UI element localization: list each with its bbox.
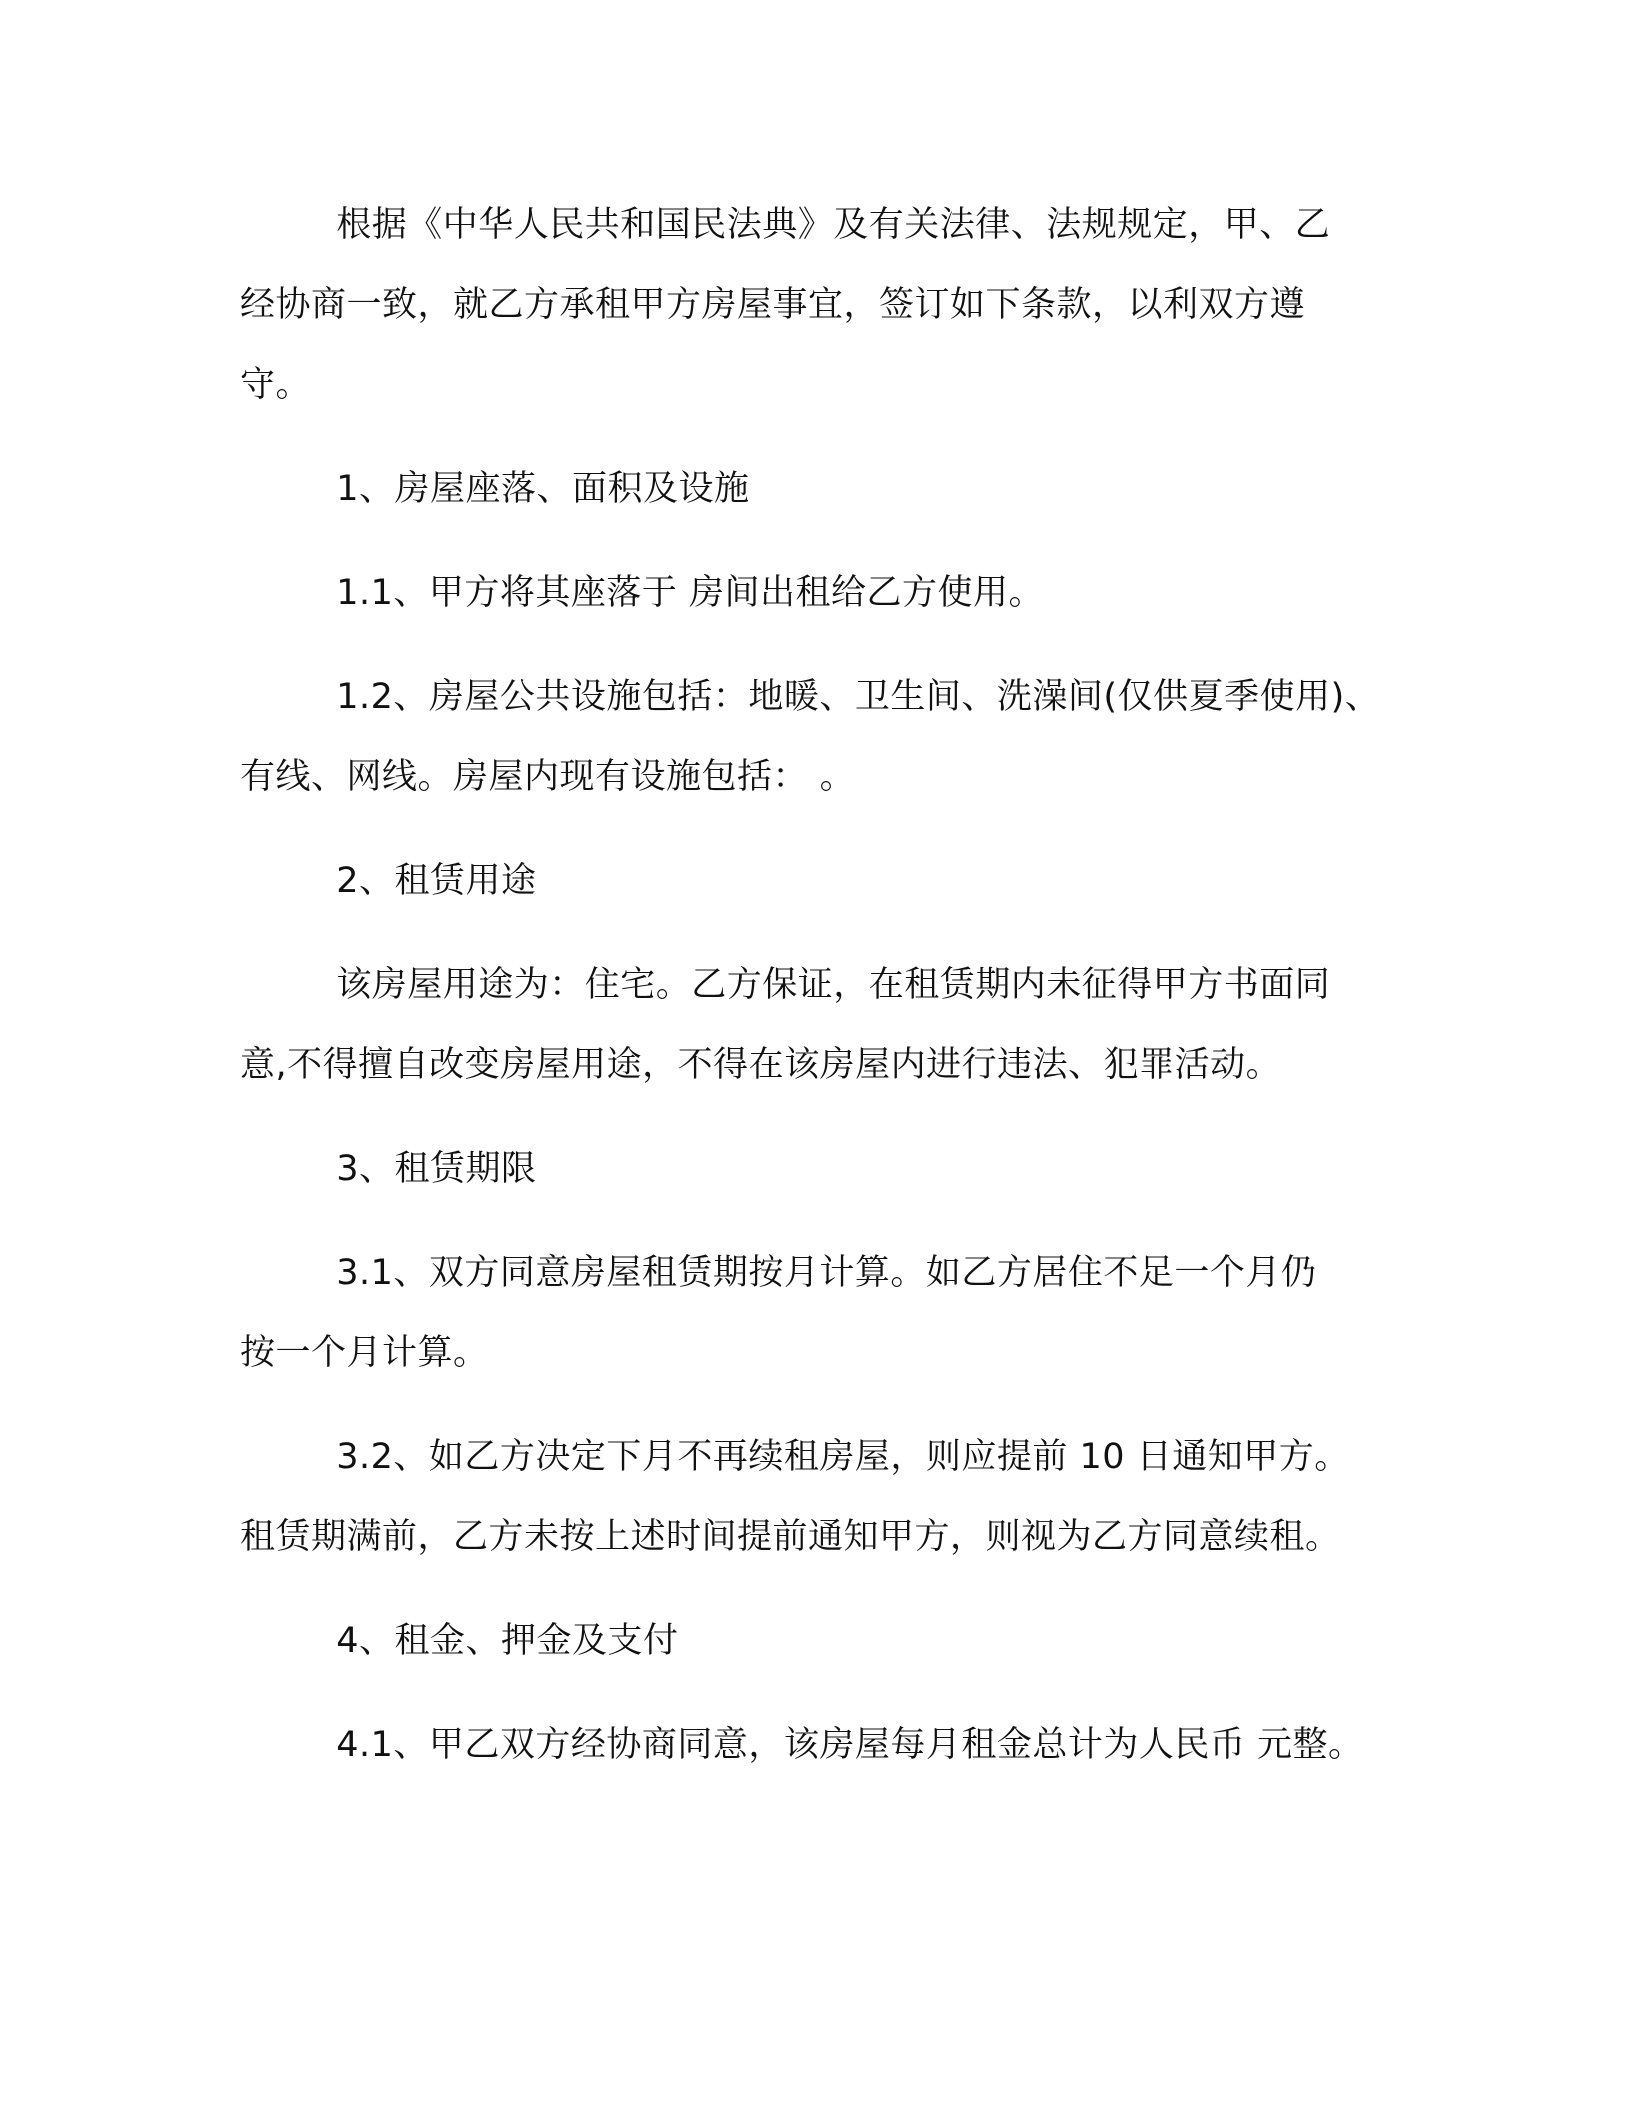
text-line: 3.1、双方同意房屋租赁期按月计算。如乙方居住不足一个月仍 xyxy=(336,1253,1317,1293)
clause-2-body xyxy=(240,945,1400,1105)
text-line: 守。 xyxy=(240,365,312,405)
text-line: 租赁期满前，乙方未按上述时间提前通知甲方，则视为乙方同意续租。 xyxy=(240,1517,1341,1557)
text-line: 有线、网线。房屋内现有设施包括： 。 xyxy=(240,757,856,797)
text-line: 根据《中华人民共和国民法典》及有关法律、法规规定，甲、乙 xyxy=(336,205,1331,245)
clause-3-2 xyxy=(240,1417,1400,1577)
text-line: 1、房屋座落、面积及设施 xyxy=(336,469,750,509)
section-heading-2 xyxy=(240,841,1400,921)
text-line: 按一个月计算。 xyxy=(240,1333,489,1373)
clause-1-1 xyxy=(240,553,1400,633)
text-line: 意,不得擅自改变房屋用途，不得在该房屋内进行违法、犯罪活动。 xyxy=(240,1045,1282,1085)
section-heading-1 xyxy=(240,449,1400,529)
text-line: 4.1、甲乙双方经协商同意，该房屋每月租金总计为人民币 元整。 xyxy=(336,1725,1364,1765)
text-line: 4、租金、押金及支付 xyxy=(336,1621,679,1661)
clause-3-1 xyxy=(240,1233,1400,1393)
section-heading-4 xyxy=(240,1601,1400,1681)
clause-4-1 xyxy=(240,1705,1400,1785)
text-line: 3、租赁期限 xyxy=(336,1149,537,1189)
section-heading-3 xyxy=(240,1129,1400,1209)
text-line: 2、租赁用途 xyxy=(336,861,537,901)
text-line: 经协商一致，就乙方承租甲方房屋事宜，签订如下条款，以利双方遵 xyxy=(240,285,1306,325)
text-line: 1.1、甲方将其座落于 房间出租给乙方使用。 xyxy=(336,573,1045,613)
document-body xyxy=(240,185,1400,1809)
text-line: 3.2、如乙方决定下月不再续租房屋，则应提前 10 日通知甲方。 xyxy=(336,1437,1350,1477)
text-line: 1.2、房屋公共设施包括：地暖、卫生间、洗澡间(仅供夏季使用)、 xyxy=(336,677,1381,717)
clause-1-2 xyxy=(240,657,1400,817)
text-line: 该房屋用途为：住宅。乙方保证，在租赁期内未征得甲方书面同 xyxy=(336,965,1331,1005)
intro-paragraph xyxy=(240,185,1400,425)
